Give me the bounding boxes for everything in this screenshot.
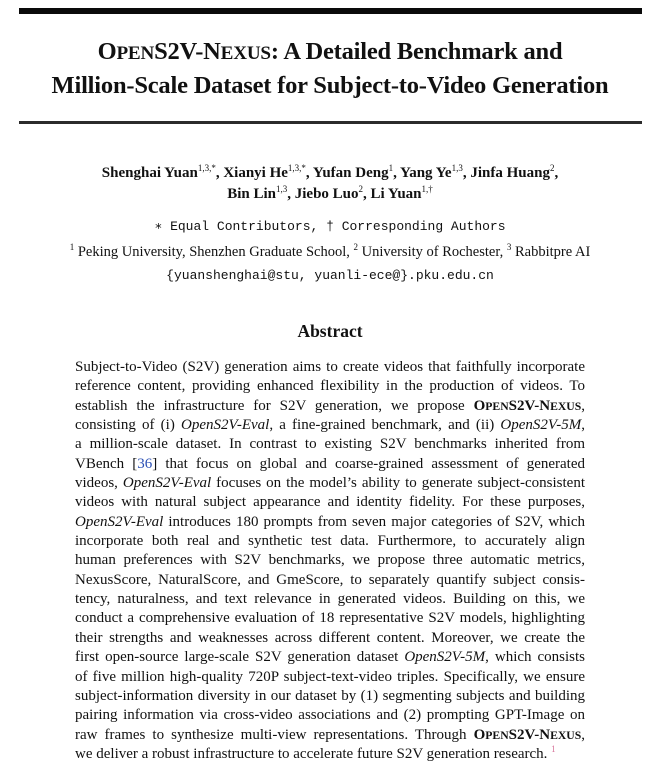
abstract-text: ] that focus on global and coarse-grained assessment of generated xyxy=(152,455,585,472)
abstract-line xyxy=(75,668,585,687)
author-line-2 xyxy=(0,184,660,205)
system-name-pen: PEN xyxy=(485,728,509,742)
author-name: Xianyi He xyxy=(223,165,288,181)
abstract-line: raw frames to synthesize multi-view representations. Through OPENS2V-NEXUS, xyxy=(75,726,585,743)
abstract-line xyxy=(75,377,585,396)
abstract-line xyxy=(75,571,585,590)
abstract-line xyxy=(75,551,585,570)
title-name-o: O xyxy=(97,38,117,65)
contribution-note: ∗ Equal Contributors, † Corresponding Authors xyxy=(154,219,506,234)
abstract-text: videos, xyxy=(75,475,123,492)
system-name-n: N xyxy=(539,726,551,743)
abstract-line xyxy=(75,609,585,628)
author-sep: , xyxy=(393,165,401,181)
benchmark-name: OpenS2V-Eval xyxy=(75,513,164,530)
abstract-line xyxy=(75,629,585,648)
abstract-text: , which consists xyxy=(485,649,585,666)
abstract-text: of five million high-quality 720P subject-text-video triples. Specifically, we ensure xyxy=(75,668,585,685)
author-name: Bin Lin xyxy=(227,186,276,202)
abstract-line xyxy=(75,513,585,532)
author-line-1 xyxy=(0,163,660,184)
abstract-line xyxy=(75,590,585,609)
abstract-line xyxy=(75,416,585,435)
abstract-text: , a fine-grained benchmark, and (ii) xyxy=(269,417,501,434)
abstract-text: their strengths and weaknesses across different content. Moreover, we create the xyxy=(75,629,585,646)
title-line-1-rest: : A Detailed Benchmark and xyxy=(270,38,563,65)
abstract-text: introduces 180 prompts from seven major categories of S2V, which xyxy=(163,513,585,530)
abstract-line xyxy=(75,745,585,764)
author-marks: 1,3 xyxy=(451,163,463,173)
system-name-n: N xyxy=(539,397,551,414)
affiliation-mark: 2 xyxy=(353,242,359,252)
author-marks: 1,3,* xyxy=(287,163,306,173)
abstract-line xyxy=(75,648,585,667)
abstract-line xyxy=(75,474,585,493)
abstract-line xyxy=(75,706,585,725)
dataset-name: OpenS2V-5M xyxy=(500,417,582,434)
title-name-pen: PEN xyxy=(116,43,155,64)
abstract-text: human preferences with S2V benchmarks, we propose three automatic metrics, xyxy=(75,552,585,569)
affiliation-name: Peking University, Shenzhen Graduate School, xyxy=(77,244,350,260)
abstract-line xyxy=(75,687,585,706)
abstract-heading: Abstract xyxy=(297,321,363,341)
system-name-o: O xyxy=(473,397,486,414)
author-marks: 1,3 xyxy=(276,184,288,194)
abstract-text: we deliver a robust infrastructure to accelerate future S2V generation research. xyxy=(75,745,548,762)
abstract-line xyxy=(75,455,585,474)
affiliation-name: University of Rochester, xyxy=(361,244,504,260)
title-name-n: N xyxy=(203,38,221,65)
affiliation-name: Rabbitpre AI xyxy=(514,244,591,260)
abstract-text: tency, naturalness, and text relevance in generated videos. Building on this, we xyxy=(75,591,585,608)
top-rule xyxy=(19,8,642,14)
author-name: Shenghai Yuan xyxy=(101,165,198,181)
affiliations xyxy=(0,242,660,262)
title-name-exus: EXUS xyxy=(220,43,271,64)
author-sep: , xyxy=(554,165,559,181)
system-name-s2v: S2V- xyxy=(508,397,540,414)
abstract-text: VBench [ xyxy=(75,455,138,472)
abstract-text: raw frames to synthesize multi-view representations. Through xyxy=(75,726,474,743)
author-list xyxy=(0,163,660,205)
paper-title xyxy=(0,36,660,102)
abstract-line: establish the infrastructure for S2V generation, we propose OPENS2V-NEXUS, xyxy=(75,397,585,414)
system-name xyxy=(474,398,582,414)
abstract-text: Subject-to-Video (S2V) generation aims to create videos that faithfully incorporate xyxy=(75,359,585,375)
author-marks: 2 xyxy=(358,184,364,194)
benchmark-name: OpenS2V-Eval xyxy=(181,417,270,434)
affiliation-mark: 1 xyxy=(69,242,75,252)
affiliation-mark: 3 xyxy=(506,242,512,252)
author-marks: 2 xyxy=(549,163,555,173)
author-name: Yang Ye xyxy=(400,165,452,181)
author-name: Li Yuan xyxy=(370,186,422,202)
abstract-body xyxy=(75,358,585,764)
bottom-rule xyxy=(19,121,642,124)
author-marks: 1 xyxy=(388,163,394,173)
abstract-text: , xyxy=(581,417,585,434)
abstract-text: focuses on the model’s ability to generate subject-consistent xyxy=(211,475,585,492)
title-line-1 xyxy=(0,36,660,70)
abstract-line xyxy=(75,358,585,377)
author-sep: , xyxy=(215,165,224,181)
citation-link[interactable]: 36 xyxy=(137,455,153,472)
author-name: Yufan Deng xyxy=(312,165,389,181)
author-name: Jiebo Luo xyxy=(294,186,359,202)
abstract-text: consisting of (i) xyxy=(75,417,181,434)
author-sep: , xyxy=(287,186,295,202)
abstract-text: a million-scale dataset. In contrast to existing S2V benchmarks inherited from xyxy=(75,436,585,453)
abstract-text: videos with natural subject appearance and identity fidelity. For these purposes, xyxy=(75,494,585,511)
author-marks: 1,3,* xyxy=(197,163,216,173)
abstract-text: incorporate both real and synthetic test data. Furthermore, to accurately align xyxy=(75,533,585,550)
footnote-link[interactable]: 1 xyxy=(551,743,556,754)
abstract-line xyxy=(75,532,585,551)
abstract-text: pairing information via cross-video associations and (2) prompting GPT-Image on xyxy=(75,707,585,724)
system-name-pen: PEN xyxy=(485,399,509,413)
abstract-text: subject-information diversity in our dataset by (1) segmenting subjects and building xyxy=(75,687,585,704)
author-sep: , xyxy=(462,165,471,181)
system-name-exus: EXUS xyxy=(550,399,582,413)
author-name: Jinfa Huang xyxy=(470,165,550,181)
title-line-2: Million-Scale Dataset for Subject-to-Video Generation xyxy=(51,72,609,99)
abstract-text: conduct a comprehensive evaluation of 18 representative S2V models, highlighting xyxy=(75,610,585,627)
benchmark-name: OpenS2V-Eval xyxy=(122,475,212,492)
system-name-exus: EXUS xyxy=(550,728,582,742)
abstract-text: first open-source large-scale S2V generation dataset xyxy=(75,649,405,666)
author-sep: , xyxy=(363,186,371,202)
abstract-line xyxy=(75,493,585,512)
system-name-s2v: S2V- xyxy=(508,726,540,743)
title-name-s2v: S2V- xyxy=(154,38,204,65)
abstract-text: NexusScore, NaturalScore, and GmeScore, to separately quantify subject consis- xyxy=(75,571,585,588)
abstract-line xyxy=(75,435,585,454)
abstract-text: establish the infrastructure for S2V generation, we propose xyxy=(75,397,474,414)
abstract-text: reference content, providing enhanced flexibility in the production of videos. To xyxy=(75,378,585,395)
system-name-o: O xyxy=(473,726,486,743)
dataset-name: OpenS2V-5M xyxy=(404,649,486,666)
author-marks: 1,† xyxy=(421,184,433,194)
author-sep: , xyxy=(305,165,313,181)
contact-email: {yuanshenghai@stu, yuanli-ece@}.pku.edu.cn xyxy=(166,268,494,283)
